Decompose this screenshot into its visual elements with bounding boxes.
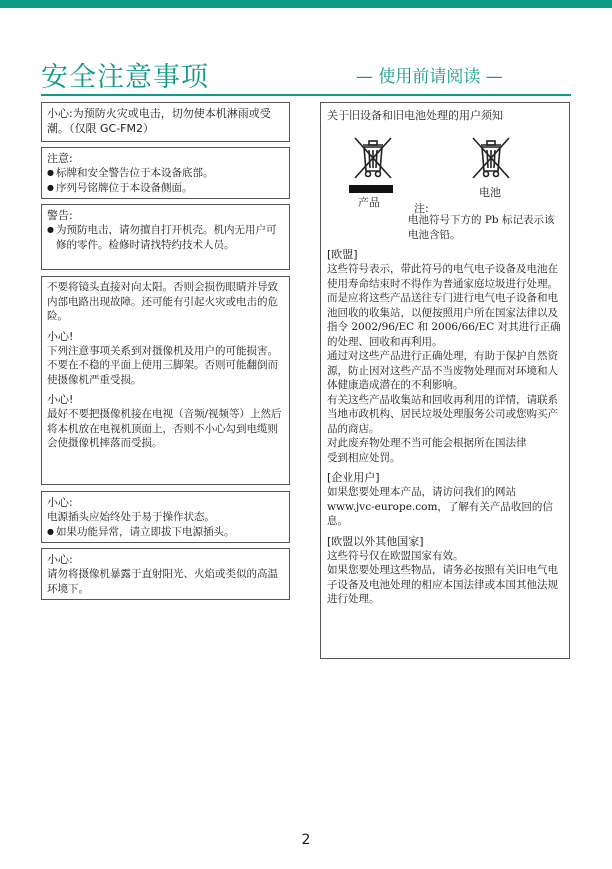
heat-heading: 小心: <box>47 553 73 566</box>
other-countries-text: 如果您要处理这些物品，请务必按照有关旧电气电子设备及电池处理的相应本国法律或本国其他法规进行处理。 <box>327 564 558 605</box>
notice-bullet: ● 序列号铭牌位于本设备侧面。 <box>47 181 284 196</box>
power-bullet: ● 如果功能异常，请立即拔下电源插头。 <box>47 525 284 540</box>
page-subtitle: — 使用前请阅读 — <box>356 67 503 87</box>
box-cautions <box>41 276 290 485</box>
notice-bullet: ● 标牌和安全警告位于本设备底部。 <box>47 166 284 181</box>
note-text: 电池符号下方的 Pb 标记表示该电池含铅。 <box>408 214 555 241</box>
eu-text: 这些符号表示，带此符号的电气电子设备及电池在使用寿命结束时不得作为普通家庭垃圾进行处理。而是应将这些产品送往专门进行电气电子设备和电池回收的收集站，以便按照用户所在国家法律以及指令 2002/96/EC 和 2006/66/EC 对其进行正确的处理、回收和再利用。 <box>327 263 561 348</box>
crossed-out-bin-icon <box>351 135 395 181</box>
product-bar <box>349 185 393 193</box>
caution-text: 最好不要把摄像机接在电视（音频/视频等）上然后将本机放在电视机顶面上，否则不小心勾到电缆则会使摄像机摔落而受损。 <box>47 408 282 449</box>
box-warning <box>41 204 290 270</box>
heat-text: 请勿将摄像机暴露于直射阳光、火焰或类似的高温环境下。 <box>47 568 278 595</box>
note-heading: 注: <box>414 202 429 215</box>
notice-heading: 注意: <box>47 152 73 165</box>
box-fire-warning <box>41 102 290 142</box>
caution-heading: 小心! <box>47 393 74 406</box>
sun-warning-text: 不要将镜头直接对向太阳。否则会损伤眼睛并导致内部电路出现故障。还可能有引起火灾或电击的危险。 <box>47 281 278 322</box>
fire-warning-text: 小心:为预防火灾或电击，切勿使本机淋雨或受潮。（仅限 GC-FM2） <box>47 107 271 135</box>
eu-text: 对此废弃物处理不当可能会根据所在国法律 <box>327 437 527 449</box>
warning-heading: 警告: <box>47 209 73 222</box>
caution-text: 下列注意事项关系到对摄像机及用户的可能损害。 <box>47 344 278 357</box>
other-countries-heading: [欧盟以外其他国家] <box>327 534 424 548</box>
business-text: 如果您要处理本产品，请访问我们的网站 www.jvc-europe.com，了解有关产品收回的信息。 <box>327 486 553 527</box>
power-text: 电源插头应始终处于易于操作状态。 <box>47 511 215 523</box>
box-heat <box>41 548 290 600</box>
eu-text: 通过对这些产品进行正确处理，有助于保护自然资源，防止因对这些产品不当废物处理而对环境和人体健康造成潜在的不利影响。 <box>327 350 558 391</box>
eu-heading: [欧盟] <box>327 248 358 261</box>
box-notice <box>41 147 290 199</box>
warning-bullet: ● 为预防电击，请勿擅自打开机壳。机内无用户可修的零件。检修时请找特约技术人员。 <box>47 223 284 252</box>
eu-text: 受到相应处罚。 <box>327 451 401 464</box>
disposal-icons <box>327 123 563 215</box>
caution-heading: 小心! <box>47 329 74 343</box>
caution-text: 不要在不稳的平面上使用三脚架。否则可能翻倒而使摄像机严重受损。 <box>47 359 278 386</box>
disposal-title: 关于旧设备和旧电池处理的用户须知 <box>327 109 503 122</box>
other-countries-text: 这些符号仅在欧盟国家有效。 <box>327 549 464 562</box>
battery-label: 电池 <box>479 186 501 199</box>
product-label: 产品 <box>358 196 380 209</box>
power-heading: 小心: <box>47 496 73 509</box>
crossed-out-bin-icon <box>469 135 513 181</box>
eu-text: 有关这些产品收集站和回收再利用的详情，请联系当地市政机构、居民垃圾处理服务公司或您购买产品的商店。 <box>327 393 558 435</box>
box-power-plug <box>41 491 290 543</box>
page-number: 2 <box>301 832 311 848</box>
top-accent-bar <box>0 0 612 8</box>
page-title: 安全注意事项 <box>41 62 209 93</box>
business-heading: [企业用户] <box>327 471 380 484</box>
title-rule <box>41 94 571 96</box>
box-disposal <box>320 102 570 659</box>
